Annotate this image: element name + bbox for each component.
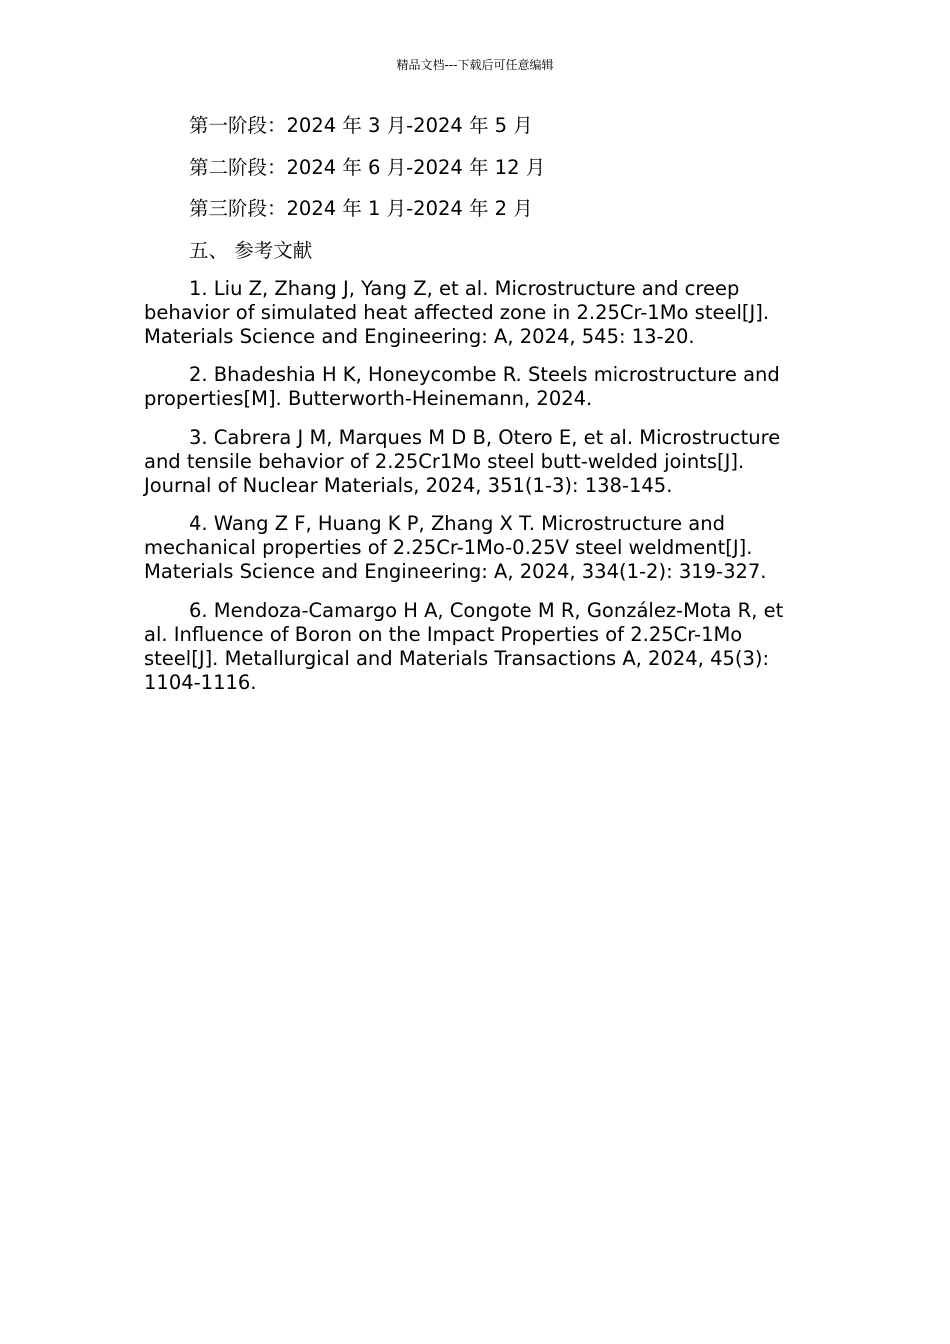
page-header: 精品文档---下载后可任意编辑 (396, 58, 554, 72)
section-title-references: 五、 参考文献 (189, 238, 313, 262)
reference-item-4: 4. Wang Z F, Huang K P, Zhang X T. Microstructure and mechanical properties of 2.25Cr-1Mo-0.25V steel weldment[J]. Materials Science and Engineering: A, 2024, 334(1-2): 319-327. (144, 512, 767, 583)
reference-item-1: 1. Liu Z, Zhang J, Yang Z, et al. Microstructure and creep behavior of simulated heat affected zone in 2.25Cr-1Mo steel[J]. Materials Science and Engineering: A, 2024, 545: 13-20. (144, 276, 770, 348)
phase-2: 第二阶段：2024 年 6 月-2024 年 12 月 (189, 155, 546, 179)
phase-3: 第三阶段：2024 年 1 月-2024 年 2 月 (189, 197, 533, 220)
reference-item-6: 6. Mendoza-Camargo H A, Congote M R, González-Mota R, et al. Influence of Boron on the Impact Properties of 2.25Cr-1Mo steel[J]. Metallurgical and Materials Transactions A, 2024, 45(3): 1104-1116. (144, 598, 784, 694)
reference-item-3: 3. Cabrera J M, Marques M D B, Otero E, et al. Microstructure and tensile behavior of 2.25Cr1Mo steel butt-welded joints[J]. Journal of Nuclear Materials, 2024, 351(1-3): 138-145. (144, 425, 781, 497)
phase-1: 第一阶段：2024 年 3 月-2024 年 5 月 (189, 114, 533, 137)
document-body (144, 114, 809, 709)
reference-item-2: 2. Bhadeshia H K, Honeycombe R. Steels microstructure and properties[M]. Butterworth-Heinemann, 2024. (144, 363, 780, 410)
